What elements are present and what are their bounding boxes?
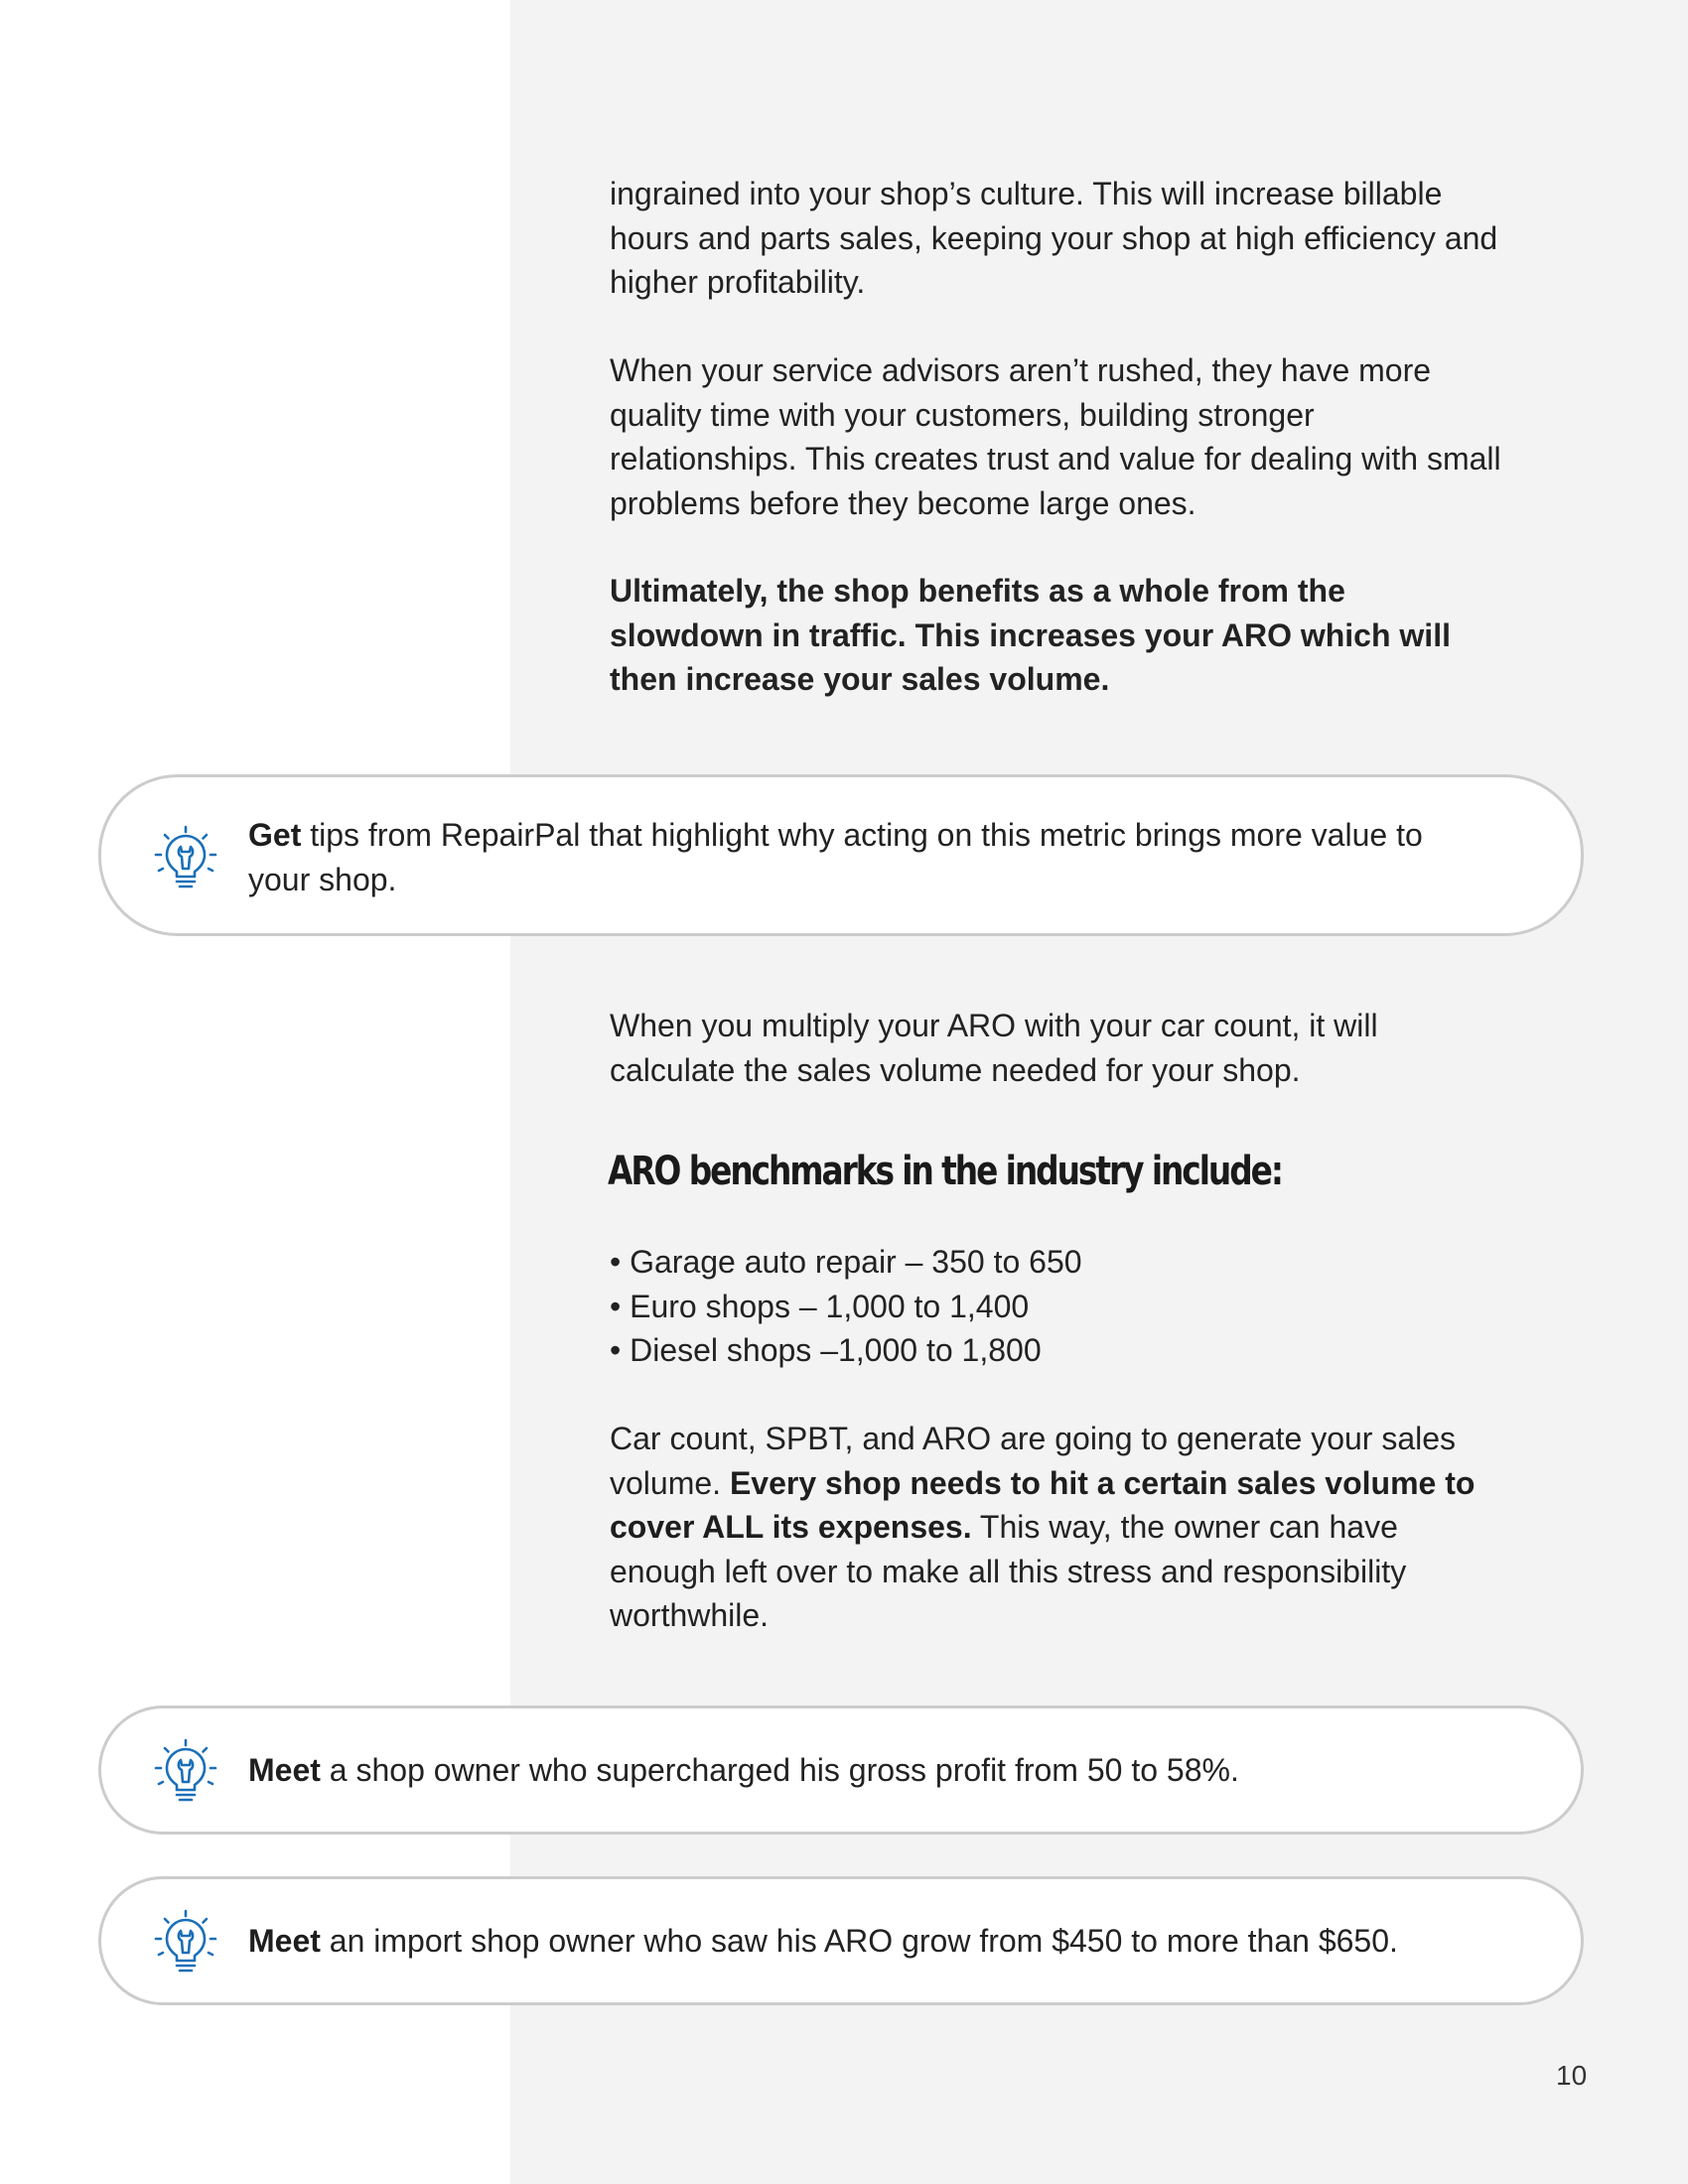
list-item: • Euro shops – 1,000 to 1,400 — [610, 1288, 1030, 1324]
list-item: • Diesel shops –1,000 to 1,800 — [610, 1332, 1042, 1368]
page-number: 10 — [1556, 2060, 1588, 2091]
paragraph-service-advisors: When your service advisors aren’t rushed, they have more quality time with your customers, building stronger relationships. This creates trust and value for dealing with small problems before they become large ones. — [610, 352, 1501, 521]
callout-import-aro-text — [248, 1919, 1432, 1964]
content-background-panel — [510, 0, 1688, 2184]
paragraph-sales-volume-end: This way, the owner can have enough left over to make all this stress and responsibility worthwhile. — [610, 1509, 1407, 1633]
callout-import-aro-bold: Meet — [248, 1923, 321, 1959]
callout-gross-profit-bold: Meet — [248, 1752, 321, 1788]
callout-gross-profit-body: a shop owner who supercharged his gross profit from 50 to 58%. — [320, 1752, 1239, 1788]
callout-gross-profit-text — [248, 1748, 1432, 1793]
paragraph-sales-volume-bold: Every shop needs to hit a certain sales volume to cover ALL its expenses. — [610, 1464, 1476, 1545]
lightbulb-wrench-icon — [153, 1738, 218, 1804]
lightbulb-wrench-icon — [153, 1909, 218, 1975]
benchmarks-list — [610, 1240, 1082, 1373]
callout-import-aro[interactable] — [98, 1876, 1584, 2005]
callout-tips-body: tips from RepairPal that highlight why acting on this metric brings more value to your shop. — [248, 817, 1423, 897]
paragraph-shop-benefits: Ultimately, the shop benefits as a whole from the slowdown in traffic. This increases your ARO which will then increase your sales volume. — [610, 573, 1451, 697]
paragraph-sales-volume-start: Car count, SPBT, and ARO are going to generate your sales volume. — [610, 1421, 1457, 1501]
paragraph-multiply-aro: When you multiply your ARO with your car count, it will calculate the sales volume needed for your shop. — [610, 1008, 1378, 1088]
lightbulb-wrench-icon — [153, 825, 218, 890]
list-item: • Garage auto repair – 350 to 650 — [610, 1244, 1082, 1280]
paragraph-sales-volume — [610, 1417, 1503, 1638]
callout-gross-profit[interactable] — [98, 1706, 1584, 1835]
callout-import-aro-body: an import shop owner who saw his ARO grow from $450 to more than $650. — [320, 1923, 1398, 1959]
paragraph-culture: ingrained into your shop’s culture. This will increase billable hours and parts sales, keeping your shop at high efficiency and higher profitability. — [610, 176, 1498, 300]
callout-tips[interactable] — [98, 774, 1584, 936]
callout-tips-bold: Get — [248, 817, 302, 853]
callout-tips-text — [248, 813, 1432, 901]
benchmarks-heading: ARO benchmarks in the industry include: — [608, 1149, 1282, 1194]
